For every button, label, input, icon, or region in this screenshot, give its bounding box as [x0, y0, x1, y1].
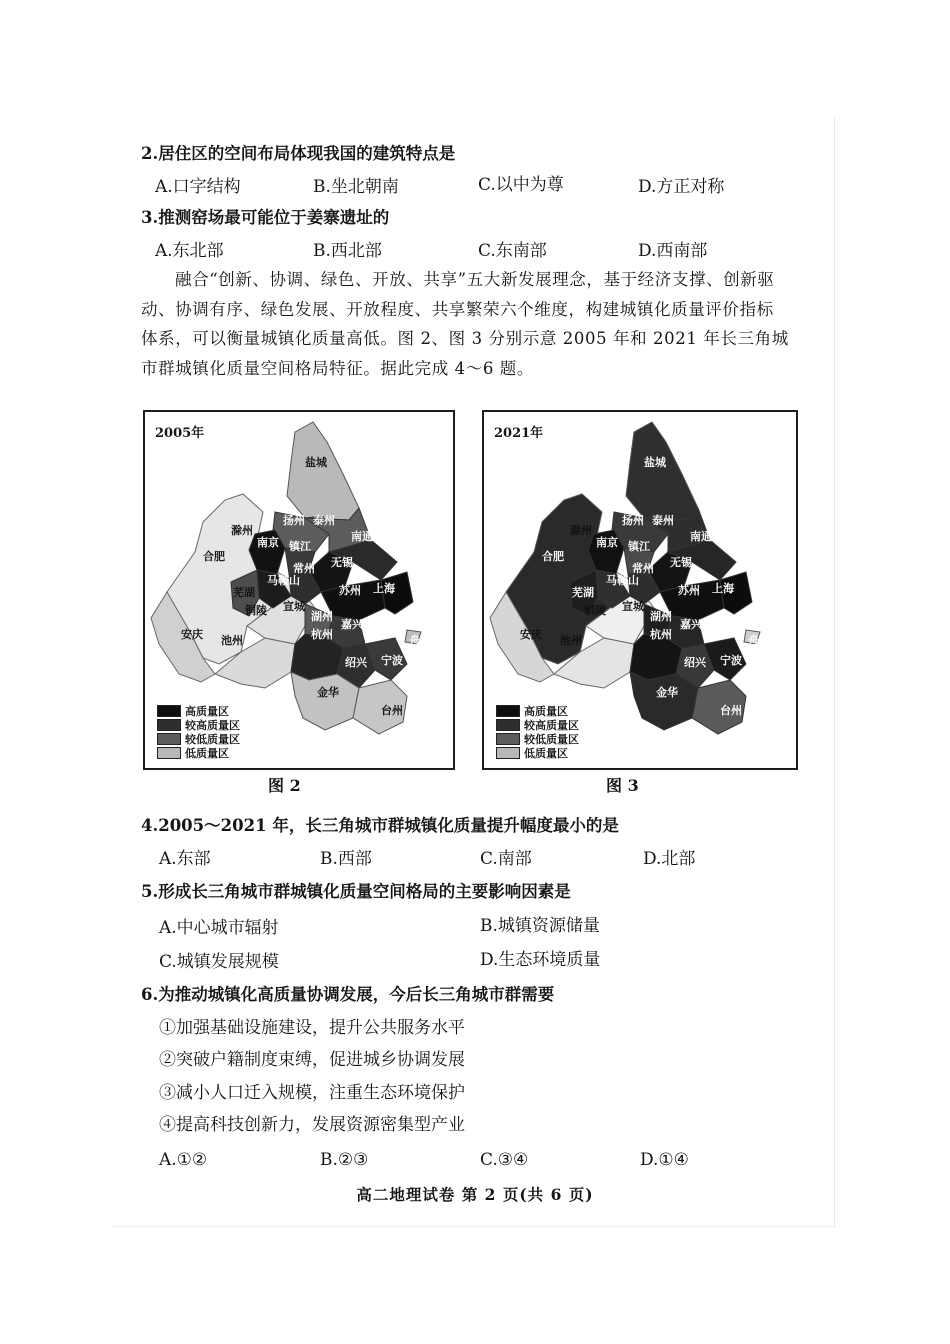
- legend-swatch-low: [157, 747, 181, 759]
- legend-swatch-mid-high: [157, 719, 181, 731]
- legend-item-mid-high: 较高质量区: [496, 718, 579, 732]
- legend-item-low: 低质量区: [496, 746, 579, 760]
- city-ningbo: 宁波: [720, 654, 742, 667]
- q3-option-d: D.西南部: [638, 241, 708, 261]
- city-xuancheng: 宣城: [622, 600, 644, 613]
- question-3-stem: 3.推测窑场最可能位于姜寨遗址的: [141, 208, 390, 227]
- city-anqing: 安庆: [181, 628, 203, 641]
- legend-swatch-low: [496, 747, 520, 759]
- q3-option-b: B.西北部: [313, 241, 382, 261]
- q6-item-2: ②突破户籍制度束缚，促进城乡协调发展: [159, 1050, 465, 1070]
- question-4-stem: 4.2005～2021 年，长三角城市群城镇化质量提升幅度最小的是: [141, 816, 619, 835]
- passage-line-2: 动、协调有序、绿色发展、开放程度、共享繁荣六个维度，构建城镇化质量评价指标: [141, 299, 774, 319]
- legend-item-mid-low: 较低质量区: [496, 732, 579, 746]
- legend-item-low: 低质量区: [157, 746, 240, 760]
- city-chizhou: 池州: [560, 634, 582, 647]
- map-2005: [143, 410, 455, 770]
- q4-option-b: B.西部: [320, 849, 372, 869]
- q4-option-d: D.北部: [643, 849, 696, 869]
- city-yangzhou: 扬州: [622, 514, 644, 527]
- figure-2-caption: 图 2: [268, 776, 301, 795]
- city-nanjing: 南京: [596, 536, 618, 549]
- q6-option-c: C.③④: [480, 1150, 529, 1170]
- q2-option-d: D.方正对称: [638, 177, 725, 197]
- city-jinhua: 金华: [317, 686, 339, 699]
- question-6-stem: 6.为推动城镇化高质量协调发展，今后长三角城市群需要: [141, 985, 555, 1004]
- legend-swatch-mid-low: [496, 733, 520, 745]
- q4-option-c: C.南部: [480, 849, 532, 869]
- legend-swatch-high: [496, 705, 520, 717]
- city-yangzhou: 扬州: [283, 514, 305, 527]
- legend-swatch-high: [157, 705, 181, 717]
- city-jiaxing: 嘉兴: [680, 618, 702, 631]
- legend-item-high: 高质量区: [157, 704, 240, 718]
- q5-option-d: D.生态环境质量: [480, 950, 601, 970]
- city-jinhua: 金华: [656, 686, 678, 699]
- city-taizhou: 泰州: [652, 514, 674, 527]
- city-tongling: 铜陵: [245, 604, 267, 617]
- q5-option-a: A.中心城市辐射: [159, 918, 279, 938]
- figure-3-caption: 图 3: [606, 776, 639, 795]
- question-2-stem: 2.居住区的空间布局体现我国的建筑特点是: [141, 144, 456, 163]
- city-wuxi: 无锡: [331, 556, 353, 569]
- city-ningbo: 宁波: [381, 654, 403, 667]
- q5-option-b: B.城镇资源储量: [480, 916, 600, 936]
- map-2021-year: 2021年: [494, 426, 544, 441]
- map-2021-legend: [496, 704, 579, 760]
- q2-option-b: B.坐北朝南: [313, 177, 399, 197]
- city-anqing: 安庆: [520, 628, 542, 641]
- passage: [141, 265, 806, 383]
- q6-item-4: ④提高科技创新力，发展资源密集型产业: [159, 1115, 465, 1135]
- q2-option-a: A.口字结构: [155, 177, 241, 197]
- q6-option-b: B.②③: [320, 1150, 369, 1170]
- page-footer: 高二地理试卷 第 2 页(共 6 页): [356, 1185, 594, 1204]
- city-jiaxing: 嘉兴: [341, 618, 363, 631]
- city-chizhou: 池州: [221, 634, 243, 647]
- city-hangzhou: 杭州: [311, 628, 333, 641]
- city-xuancheng: 宣城: [283, 600, 305, 613]
- city-maanshan: 马鞍山: [267, 574, 300, 587]
- map-2005-legend: [157, 704, 240, 760]
- legend-item-mid-low: 较低质量区: [157, 732, 240, 746]
- passage-line-3: 体系，可以衡量城镇化质量高低。图 2、图 3 分别示意 2005 年和 2021 年长三角城: [141, 329, 789, 348]
- q6-option-a: A.①②: [159, 1150, 208, 1170]
- city-yancheng: 盐城: [644, 456, 666, 469]
- city-shanghai: 上海: [712, 582, 734, 595]
- city-huzhou: 湖州: [311, 610, 333, 623]
- city-taizhou-zj: 台州: [381, 704, 403, 717]
- city-suzhou: 苏州: [678, 584, 700, 597]
- city-maanshan: 马鞍山: [606, 574, 639, 587]
- legend-swatch-mid-low: [157, 733, 181, 745]
- city-hefei: 合肥: [203, 550, 225, 563]
- city-hangzhou: 杭州: [650, 628, 672, 641]
- city-zhenjiang: 镇江: [628, 540, 650, 553]
- city-yancheng: 盐城: [305, 456, 327, 469]
- city-suzhou: 苏州: [339, 584, 361, 597]
- city-nantong: 南通: [690, 530, 712, 543]
- city-taizhou-zj: 台州: [720, 704, 742, 717]
- legend-swatch-mid-high: [496, 719, 520, 731]
- passage-line-4: 市群城镇化质量空间格局特征。据此完成 4～6 题。: [141, 358, 534, 378]
- legend-item-mid-high: 较高质量区: [157, 718, 240, 732]
- legend-item-high: 高质量区: [496, 704, 579, 718]
- city-huzhou: 湖州: [650, 610, 672, 623]
- city-hefei: 合肥: [542, 550, 564, 563]
- q2-option-c: C.以中为尊: [478, 175, 564, 195]
- city-chuzhou: 滁州: [570, 524, 592, 537]
- map-2005-year: 2005年: [155, 426, 205, 441]
- city-wuxi: 无锡: [670, 556, 692, 569]
- q6-item-1: ①加强基础设施建设，提升公共服务水平: [159, 1018, 465, 1038]
- q6-option-d: D.①④: [640, 1150, 689, 1170]
- city-shanghai: 上海: [373, 582, 395, 595]
- city-nantong: 南通: [351, 530, 373, 543]
- q5-option-c: C.城镇发展规模: [159, 952, 279, 972]
- map-2021: [482, 410, 798, 770]
- city-wuhu: 芜湖: [233, 586, 255, 599]
- city-nanjing: 南京: [257, 536, 279, 549]
- q3-option-c: C.东南部: [478, 241, 547, 261]
- city-tongling: 铜陵: [584, 604, 606, 617]
- city-changzhou: 常州: [632, 562, 654, 575]
- city-shaoxing: 绍兴: [684, 656, 706, 669]
- passage-line-1: 融合“创新、协调、绿色、开放、共享”五大新发展理念，基于经济支撑、创新驱: [175, 270, 775, 289]
- city-changzhou: 常州: [293, 562, 315, 575]
- city-taizhou: 泰州: [313, 514, 335, 527]
- q4-option-a: A.东部: [159, 849, 211, 869]
- city-zhoushan: 舟山: [409, 634, 431, 647]
- city-shaoxing: 绍兴: [345, 656, 367, 669]
- city-chuzhou: 滁州: [231, 524, 253, 537]
- q6-item-3: ③减小人口迁入规模，注重生态环境保护: [159, 1083, 465, 1103]
- city-wuhu: 芜湖: [572, 586, 594, 599]
- question-5-stem: 5.形成长三角城市群城镇化质量空间格局的主要影响因素是: [141, 882, 571, 901]
- city-zhenjiang: 镇江: [289, 540, 311, 553]
- q3-option-a: A.东北部: [155, 241, 224, 261]
- city-zhoushan: 舟山: [748, 634, 770, 647]
